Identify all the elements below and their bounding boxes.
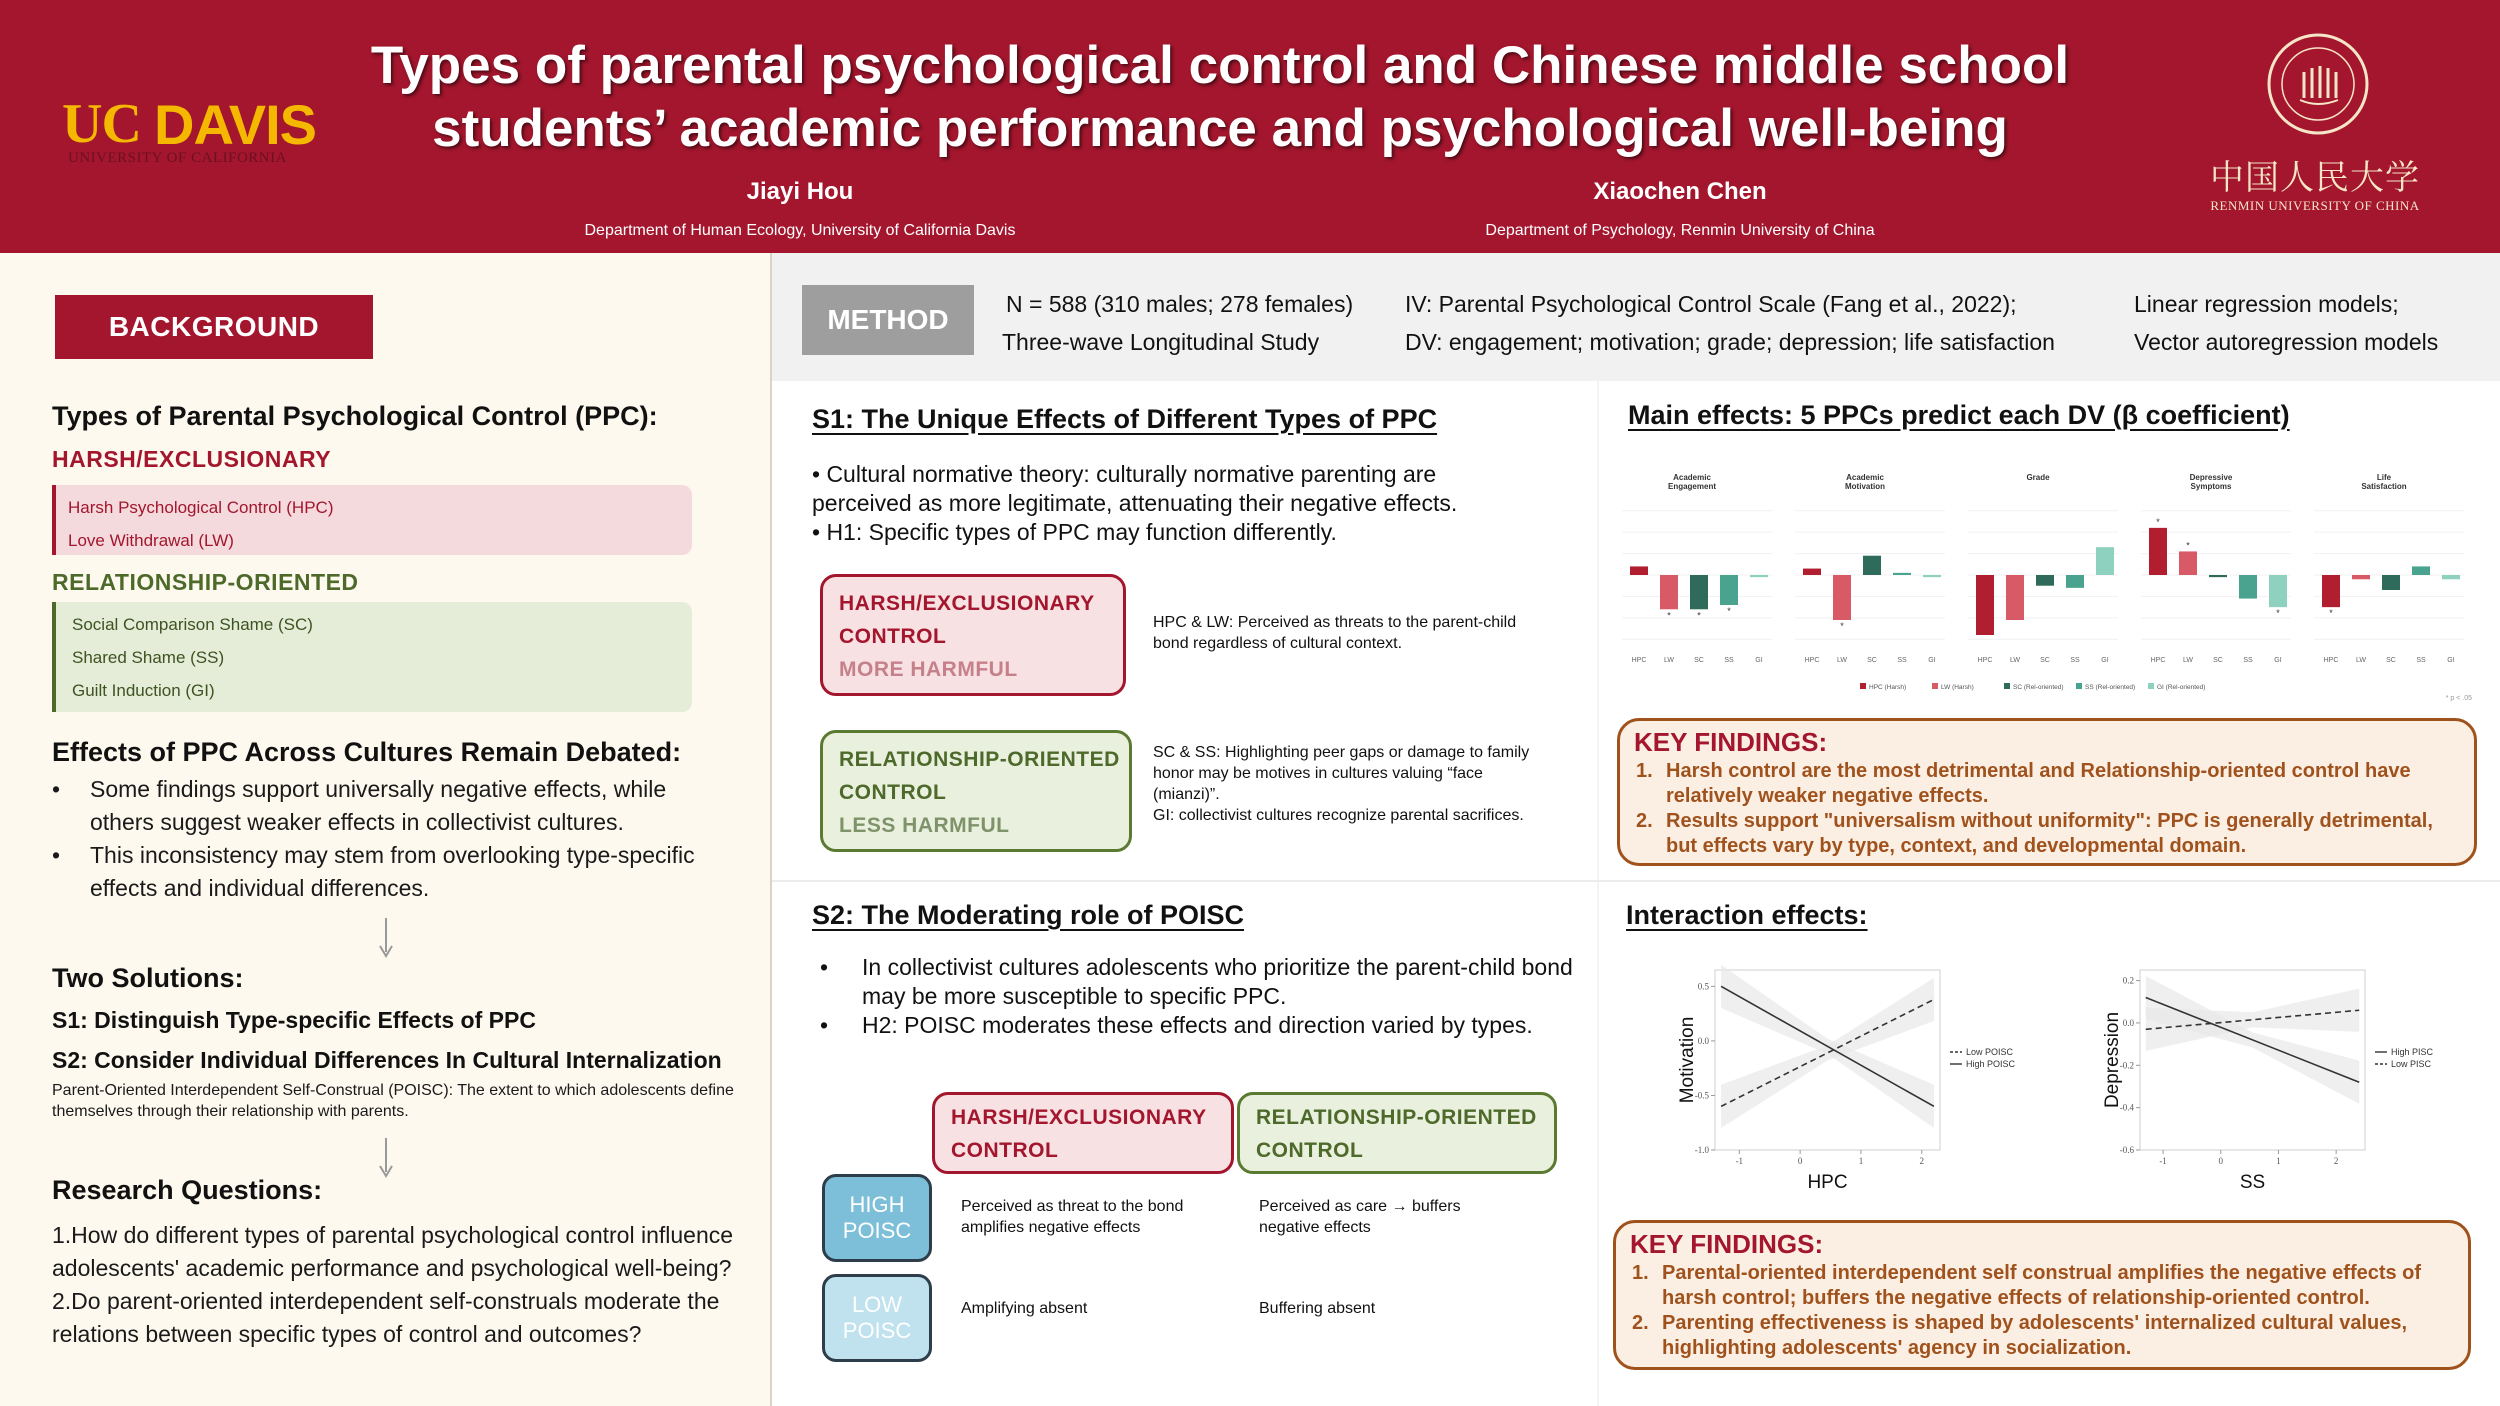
key-findings-2 (1613, 1220, 2471, 1370)
legend-swatch (2004, 683, 2010, 689)
x-axis-label: SS (2239, 1172, 2266, 1193)
interaction-title: Interaction effects: (1626, 900, 1868, 930)
author-2-affiliation: Department of Psychology, Renmin University of China (1485, 222, 1875, 239)
low-poisc-line-2: POISC (842, 1318, 912, 1343)
y-axis-label: Motivation (1677, 1016, 1698, 1104)
low-poisc-label (822, 1274, 932, 1362)
panel-title: Engagement (1667, 482, 1717, 491)
harsh-types-box (52, 485, 692, 555)
method-design: Three-wave Longitudinal Study (1002, 329, 1320, 355)
title-line-2: students’ academic performance and psychological well-being (432, 99, 2008, 158)
s2-harsh-line-2: CONTROL (951, 1139, 1059, 1162)
kf2-item-2: 2. Parenting effectiveness is shaped by adolescents' internalized cultural values, highlighting adolescents' agency in socialization. (1632, 1312, 2408, 1359)
poster-title (300, 34, 2140, 160)
effects-heading: Effects of PPC Across Cultures Remain Debated: (52, 737, 682, 767)
legend-label: GI (Rel-oriented) (2157, 684, 2206, 691)
s2-title: S2: The Moderating role of POISC (812, 900, 1245, 930)
method-dv: DV: engagement; motivation; grade; depression; life satisfaction (1405, 329, 2055, 355)
bar-ss (2239, 575, 2257, 599)
harsh-note: HPC & LW: Perceived as threats to the parent-child bond regardless of cultural context. (1153, 614, 1517, 652)
relationship-category-label: RELATIONSHIP-ORIENTED (52, 569, 359, 595)
tick-label: SC (2386, 657, 2396, 664)
solution-1: S1: Distinguish Type-specific Effects of PPC (52, 1007, 536, 1033)
harsh-item-lw: Love Withdrawal (LW) (68, 531, 234, 550)
s2-bullet-1-text: In collectivist cultures adolescents who prioritize the parent-child bond may be more susceptible to specific PPC. (862, 954, 1573, 1009)
bar-ss (1720, 575, 1738, 605)
legend-label: LW (Harsh) (1941, 684, 1974, 691)
rel-card-line-3: LESS HARMFUL (839, 814, 1010, 837)
tick-label: SS (1724, 657, 1734, 664)
bar-ss (2066, 575, 2084, 588)
sig-star: * (1840, 621, 1844, 631)
effects-bullet-2: • This inconsistency may stem from overlooking type-specific effects and individual differences. (52, 839, 732, 905)
y-tick-label: 0.0 (1697, 1035, 1709, 1046)
s1-title: S1: The Unique Effects of Different Types of PPC (812, 404, 1438, 434)
panel-title: Academic (1846, 473, 1884, 482)
tick-label: GI (2274, 657, 2282, 664)
author-1-affiliation: Department of Human Ecology, University of California Davis (584, 222, 1016, 239)
bar-lw (2352, 575, 2370, 579)
sig-star: * (2186, 540, 2190, 551)
legend-label: Low POISC (1966, 1047, 2014, 1057)
uc-davis-logo (62, 92, 322, 172)
harsh-category-label: HARSH/EXCLUSIONARY (52, 446, 332, 472)
method-model-2: Vector autoregression models (2134, 329, 2439, 355)
method-n: N = 588 (310 males; 278 females) (1006, 291, 1354, 317)
x-tick-label: -1 (1735, 1156, 1744, 1166)
renmin-name-chinese: 中国人民大学 (2210, 158, 2420, 198)
legend-swatch (1860, 683, 1866, 689)
panel-title: Motivation (1845, 482, 1885, 491)
s2-rel-line-1: RELATIONSHIP-ORIENTED (1256, 1106, 1537, 1129)
y-tick-label: -0.5 (1694, 1090, 1709, 1101)
panel-title: Symptoms (2190, 482, 2232, 491)
x-tick-label: 1 (1858, 1156, 1864, 1166)
tick-label: HPC (1977, 657, 1993, 664)
kf1-item-2-text: Results support "universalism without uniformity": PPC is generally detrimental, but effects vary by type, context, and developmental domain. (1666, 810, 2433, 857)
rel-item-ss: Shared Shame (SS) (72, 648, 225, 667)
tick-label: LW (2356, 657, 2366, 664)
author-2 (1380, 178, 1980, 240)
harsh-more-harmful-card (820, 574, 1126, 696)
bar-hpc (2149, 528, 2167, 575)
tick-label: SC (2213, 657, 2223, 664)
bar-lw (2006, 575, 2024, 620)
s1-bullet-2: • H1: Specific types of PPC may function differently. (812, 519, 1337, 545)
bar-lw (1660, 575, 1678, 609)
y-tick-label: -0.4 (2119, 1102, 2134, 1113)
background-column (0, 253, 772, 1406)
legend-swatch (1932, 683, 1938, 689)
legend-label: High PISC (2391, 1047, 2434, 1057)
legend-label: High POISC (1966, 1059, 2016, 1069)
chart-footnote: * p < .05 (2445, 695, 2472, 702)
sig-star: * (1697, 610, 1701, 621)
method-model-1: Linear regression models; (2134, 291, 2399, 317)
low-poisc-line-1: LOW (851, 1292, 903, 1317)
relationship-types-box (52, 602, 692, 712)
bar-sc (2382, 575, 2400, 590)
bar-sc (1863, 556, 1881, 575)
solution-2: S2: Consider Individual Differences In Cultural Internalization (52, 1047, 722, 1073)
bar-gi (2096, 547, 2114, 575)
tick-label: GI (2101, 657, 2109, 664)
method-sample (1002, 285, 1353, 361)
kf2-item-1: 1. Parental-oriented interdependent self construal amplifies the negative effects of harsh control; buffers the negative effects of relationship-oriented control. (1632, 1262, 2422, 1309)
harsh-card-line-3: MORE HARMFUL (839, 658, 1018, 681)
method-iv: IV: Parental Psychological Control Scale (Fang et al., 2022); (1405, 291, 2017, 317)
tick-label: HPC (1804, 657, 1820, 664)
x-tick-label: 2 (1919, 1156, 1925, 1166)
tick-label: SS (2070, 657, 2080, 664)
kf1-item-1: 1. Harsh control are the most detrimental and Relationship-oriented control have relatively weaker negative effects. (1636, 760, 2411, 807)
background-tab: BACKGROUND (55, 295, 373, 359)
renmin-seal-icon (2266, 32, 2370, 136)
tick-label: HPC (1631, 657, 1647, 664)
down-arrow-icon (376, 918, 396, 958)
bar-hpc (2322, 575, 2340, 607)
bar-lw (2179, 551, 2197, 575)
harsh-card-line-2: CONTROL (839, 625, 947, 648)
bar-hpc (1976, 575, 1994, 635)
kf1-item-2: 2. Results support "universalism without uniformity": PPC is generally detrimental, but effects vary by type, context, and developmental domain. (1636, 810, 2433, 857)
s2-bullet-2: • H2: POISC moderates these effects and direction varied by types. (820, 1012, 1533, 1038)
sig-star: * (2276, 608, 2280, 619)
s2-bullet-2-text: H2: POISC moderates these effects and direction varied by types. (862, 1012, 1533, 1038)
hpc-motivation-plot (1640, 960, 2070, 1210)
x-tick-label: 0 (1797, 1156, 1803, 1166)
rel-card-line-1: RELATIONSHIP-ORIENTED (839, 748, 1120, 771)
kf1-item-1-text: Harsh control are the most detrimental and Relationship-oriented control have relatively weaker negative effects. (1666, 760, 2411, 807)
author-2-name: Xiaochen Chen (1593, 178, 1767, 205)
s2-harsh-header (932, 1092, 1234, 1174)
s2-bullet-1: • In collectivist cultures adolescents who prioritize the parent-child bond may be more susceptible to specific PPC. (820, 954, 1573, 1009)
ppc-types-heading: Types of Parental Psychological Control (PPC): (52, 401, 658, 431)
x-axis-label: HPC (1807, 1172, 1848, 1193)
tick-label: LW (2183, 657, 2193, 664)
panel-title: Depressive (2189, 473, 2233, 482)
bar-sc (2036, 575, 2054, 586)
legend-label: HPC (Harsh) (1869, 684, 1907, 691)
rel-note-1: SC & SS: Highlighting peer gaps or damage to family honor may be motives in cultures valuing “face (mianzi)”. (1153, 744, 1530, 803)
rel-item-sc: Social Comparison Shame (SC) (72, 615, 313, 634)
low-rel-cell: Buffering absent (1259, 1300, 1376, 1317)
panel-title: Grade (2026, 473, 2050, 482)
high-rel-cell: Perceived as care → buffers negative effects (1259, 1198, 1461, 1236)
solutions-heading: Two Solutions: (52, 963, 244, 993)
author-1-name: Jiayi Hou (746, 178, 854, 205)
tick-label: GI (1928, 657, 1936, 664)
method-models (2134, 285, 2438, 361)
ucd-logo-davis: DAVIS (154, 93, 316, 156)
title-line-1: Types of parental psychological control and Chinese middle school (370, 36, 2070, 95)
sig-star: * (1667, 610, 1671, 621)
panel-title: Life (2376, 473, 2392, 482)
tick-label: SC (2040, 657, 2050, 664)
tick-label: LW (1664, 657, 1674, 664)
sig-star: * (2329, 608, 2333, 619)
research-question-1: 1.How do different types of parental psychological control influence adolescents' academic performance and psychological well-being? (52, 1222, 734, 1281)
y-tick-label: 0.5 (1697, 981, 1709, 992)
y-tick-label: -0.6 (2119, 1145, 2134, 1155)
relationship-less-harmful-card (820, 730, 1132, 852)
kf2-items (1632, 1261, 2448, 1361)
bar-sc (2209, 575, 2227, 577)
x-tick-label: 2 (2333, 1156, 2339, 1166)
method-strip (772, 253, 2500, 381)
bar-gi (2269, 575, 2287, 607)
effects-bullet-1: • Some findings support universally negative effects, while others suggest weaker effects in collectivist cultures. (52, 773, 732, 839)
s2-relationship-header (1237, 1092, 1557, 1174)
tick-label: SC (1867, 657, 1877, 664)
panel-title: Academic (1673, 473, 1711, 482)
ucd-logo-subtitle: UNIVERSITY OF CALIFORNIA (68, 150, 287, 166)
harsh-card-line-1: HARSH/EXCLUSIONARY (839, 592, 1095, 615)
poster-header (0, 0, 2500, 253)
renmin-logo (2200, 32, 2430, 222)
main-effects-title: Main effects: 5 PPCs predict each DV (β coefficient) (1628, 400, 2290, 430)
tick-label: HPC (2323, 657, 2339, 664)
author-1 (500, 178, 1100, 240)
ss-depression-plot (2065, 960, 2495, 1210)
research-question-2: 2.Do parent-oriented interdependent self-construals moderate the relations between specific types of control and outcomes? (52, 1288, 720, 1347)
tick-label: LW (2010, 657, 2020, 664)
method-variables (1405, 285, 2055, 361)
renmin-name-english: RENMIN UNIVERSITY OF CHINA (2210, 198, 2420, 213)
s2-rel-line-2: CONTROL (1256, 1139, 1364, 1162)
legend-label: SC (Rel-oriented) (2013, 684, 2064, 691)
sig-star: * (1727, 606, 1731, 616)
high-poisc-label (822, 1174, 932, 1262)
kf1-items (1636, 759, 2454, 859)
s2-bullets (820, 953, 1580, 1040)
tick-label: SS (2416, 657, 2426, 664)
key-findings-1 (1617, 718, 2477, 866)
y-tick-label: 0.0 (2122, 1017, 2134, 1028)
bar-hpc (1630, 566, 1648, 575)
method-tab: METHOD (802, 285, 974, 355)
y-tick-label: 0.2 (2122, 975, 2134, 986)
y-tick-label: -0.2 (2119, 1060, 2134, 1071)
bar-gi (1923, 575, 1941, 577)
down-arrow-icon (376, 1138, 396, 1178)
bar-hpc (1803, 569, 1821, 575)
x-tick-label: 1 (2276, 1156, 2281, 1166)
bar-sc (1690, 575, 1708, 609)
kf2-title: KEY FINDINGS: (1630, 1229, 1824, 1259)
research-questions (52, 1219, 762, 1351)
bar-gi (2442, 575, 2460, 579)
tick-label: GI (2447, 657, 2455, 664)
x-tick-label: 0 (2218, 1156, 2224, 1166)
high-poisc-line-1: HIGH (849, 1192, 905, 1217)
rel-item-gi: Guilt Induction (GI) (72, 681, 215, 700)
s1-bullet-1: • Cultural normative theory: culturally normative parenting are perceived as more legitimate, attenuating their negative effects. (812, 461, 1458, 516)
tick-label: HPC (2150, 657, 2166, 664)
legend-label: Low PISC (2391, 1059, 2432, 1069)
kf2-item-2-text: Parenting effectiveness is shaped by adolescents' internalized cultural values, highlighting adolescents' agency in socialization. (1662, 1312, 2408, 1359)
low-harsh-cell: Amplifying absent (961, 1300, 1088, 1317)
kf2-item-1-text: Parental-oriented interdependent self construal amplifies the negative effects of harsh control; buffers the negative effects of relationship-oriented control. (1662, 1262, 2422, 1309)
bar-gi (1750, 575, 1768, 577)
panel-title: Satisfaction (2361, 482, 2407, 491)
poisc-definition: Parent-Oriented Interdependent Self-Construal (POISC): The extent to which adolescents define themselves through their relationship with parents. (52, 1082, 734, 1120)
y-axis-label: Depression (2102, 1011, 2123, 1109)
bar-lw (1833, 575, 1851, 620)
legend-label: SS (Rel-oriented) (2085, 684, 2136, 691)
rel-note-2: GI: collectivist cultures recognize parental sacrifices. (1153, 807, 1524, 824)
s2-harsh-line-1: HARSH/EXCLUSIONARY (951, 1106, 1207, 1129)
effects-bullets (52, 773, 732, 905)
tick-label: SC (1694, 657, 1704, 664)
s1-bullets (812, 460, 1512, 547)
main-effects-chart (1610, 460, 2490, 710)
legend-swatch (2076, 683, 2082, 689)
kf1-title: KEY FINDINGS: (1634, 727, 1828, 757)
research-questions-heading: Research Questions: (52, 1175, 323, 1205)
section-divider (772, 880, 2500, 882)
bar-ss (1893, 573, 1911, 575)
tick-label: SS (1897, 657, 1907, 664)
sig-star: * (2156, 516, 2160, 527)
y-tick-label: -1.0 (1694, 1145, 1709, 1155)
tick-label: LW (1837, 657, 1847, 664)
relationship-note (1153, 742, 1553, 826)
tick-label: SS (2243, 657, 2253, 664)
legend-swatch (2148, 683, 2154, 689)
tick-label: GI (1755, 657, 1763, 664)
rel-card-line-2: CONTROL (839, 781, 947, 804)
harsh-item-hpc: Harsh Psychological Control (HPC) (68, 498, 334, 517)
ucd-logo-uc: UC (62, 93, 141, 155)
high-poisc-line-2: POISC (842, 1218, 912, 1243)
bar-ss (2412, 566, 2430, 575)
high-harsh-cell: Perceived as threat to the bond amplifies negative effects (961, 1198, 1184, 1236)
x-tick-label: -1 (2159, 1156, 2167, 1166)
column-divider (1597, 381, 1599, 1406)
